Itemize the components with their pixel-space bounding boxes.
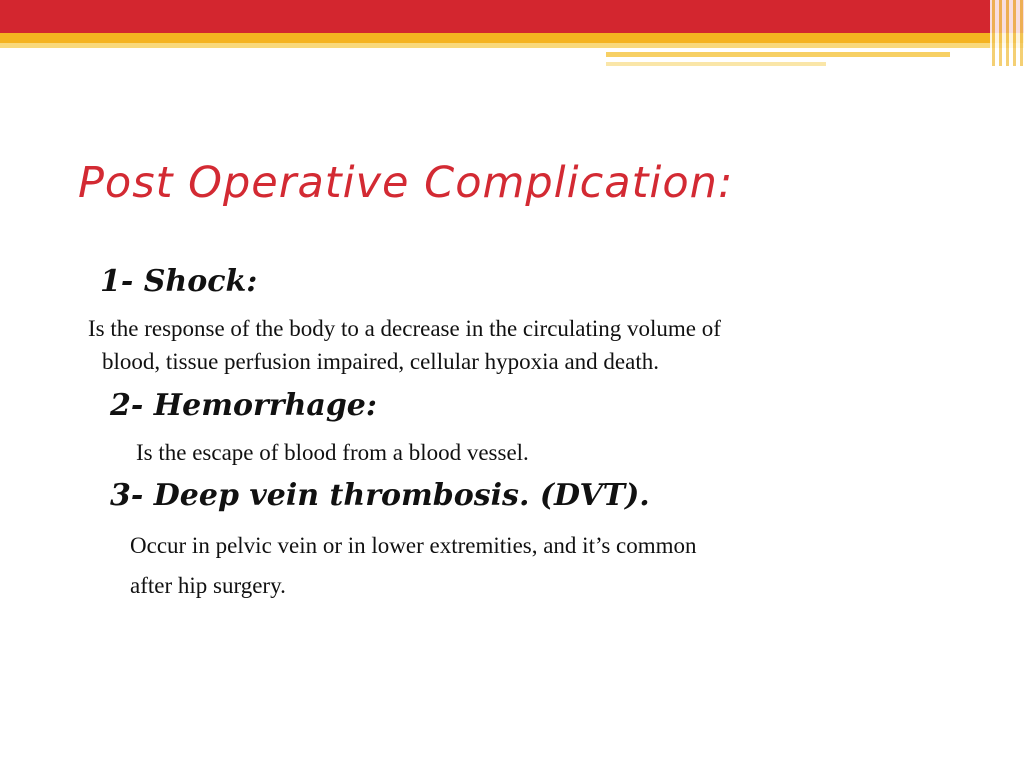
- header-band-yellow-light: [0, 43, 1024, 48]
- item-text-shock: [88, 312, 968, 378]
- item-text-dvt-line1: Occur in pelvic vein or in lower extremities, and it’s common: [130, 533, 697, 558]
- item-text-shock-line2: blood, tissue perfusion impaired, cellular hypoxia and death.: [102, 349, 659, 374]
- header-band-yellow: [0, 33, 1024, 43]
- item-text-dvt-line2: after hip surgery.: [130, 573, 286, 598]
- item-heading-dvt: 3- Deep vein thrombosis. (DVT).: [110, 478, 650, 513]
- header-stripes-decoration: [990, 0, 1024, 66]
- header-accent-line: [606, 52, 950, 57]
- item-heading-shock: 1- Shock:: [100, 264, 258, 299]
- item-text-shock-line1: Is the response of the body to a decrease in the circulating volume of: [88, 316, 721, 341]
- slide-title: Post Operative Complication:: [78, 158, 734, 208]
- header-accent-line-short: [606, 62, 826, 66]
- item-text-hemorrhage: Is the escape of blood from a blood vessel.: [136, 440, 529, 465]
- item-heading-hemorrhage: 2- Hemorrhage:: [110, 388, 377, 423]
- header-band-red: [0, 0, 1024, 33]
- item-text-dvt: [130, 526, 930, 606]
